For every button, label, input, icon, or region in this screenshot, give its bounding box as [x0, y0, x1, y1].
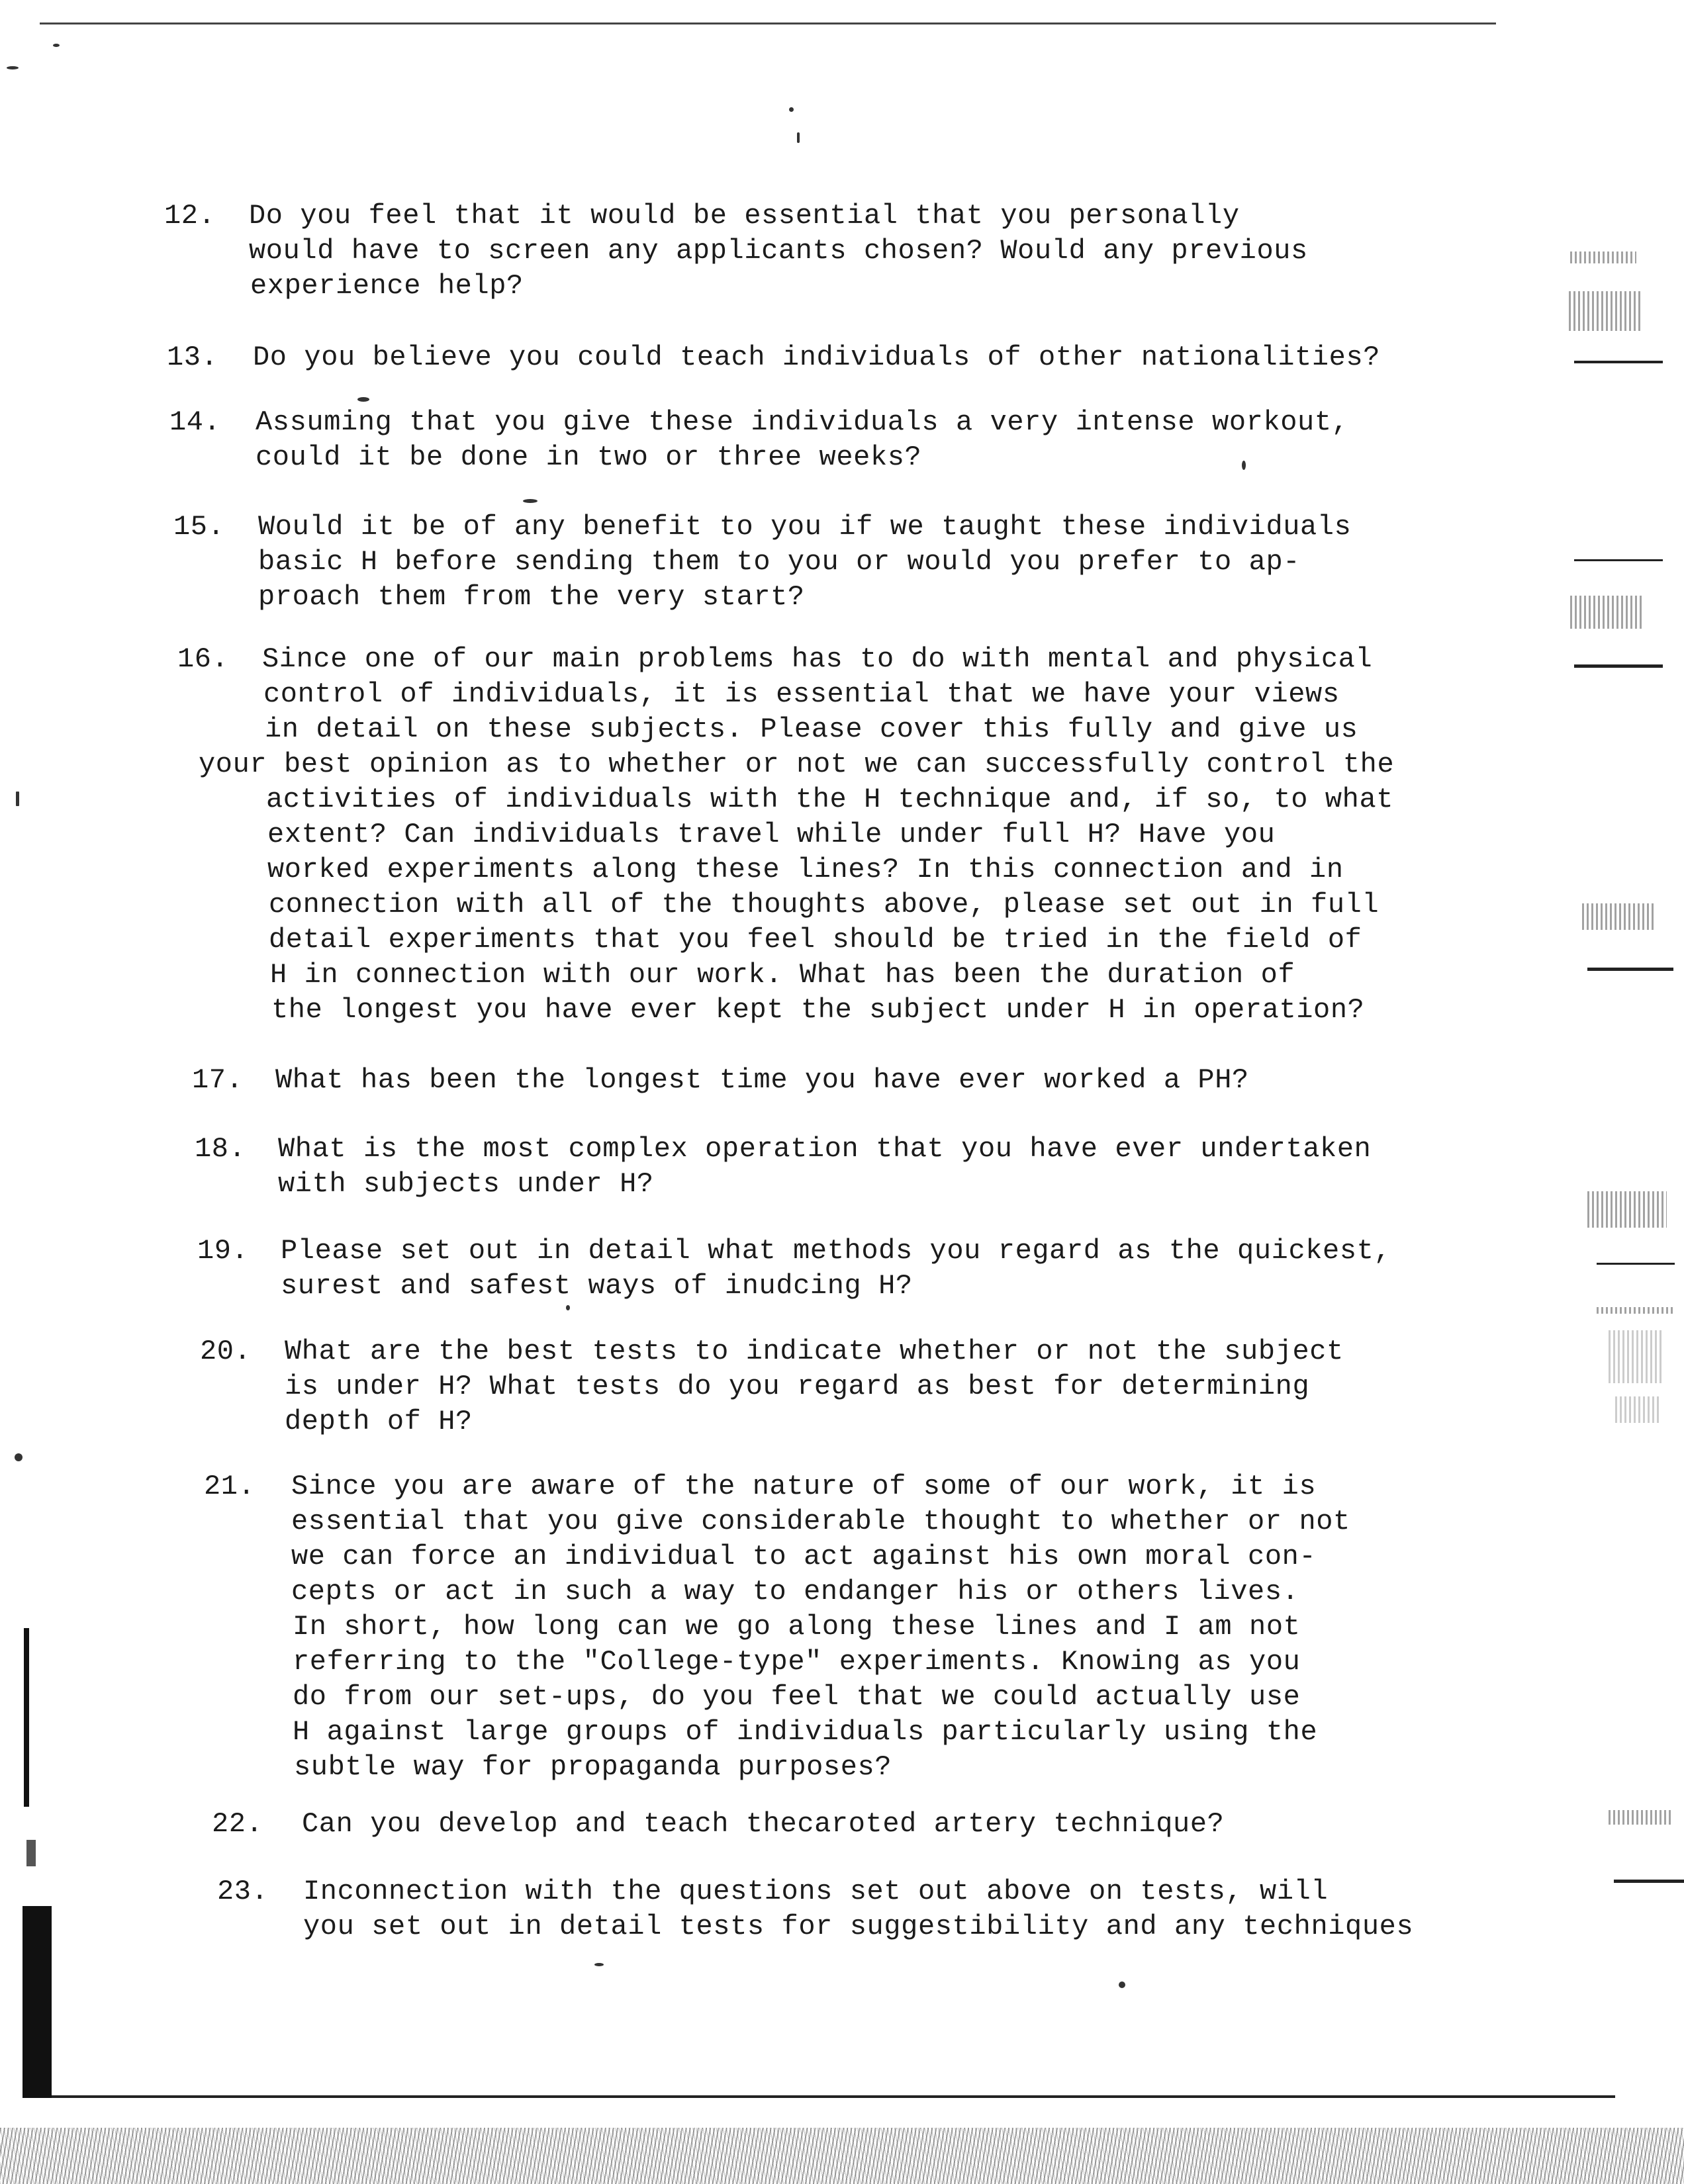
question-line: is under H? What tests do you regard as best for determining	[285, 1371, 1310, 1402]
question-number: 12.	[164, 200, 216, 232]
margin-smudge-2	[1569, 291, 1642, 331]
question-line: proach them from the very start?	[258, 581, 805, 613]
question-line: worked experiments along these lines? In this connection and in	[267, 854, 1344, 886]
question-line: Can you develop and teach thecaroted artery technique?	[302, 1808, 1225, 1840]
left-edge-block	[23, 1906, 52, 2098]
speck	[797, 132, 800, 143]
margin-line-2	[1574, 559, 1663, 561]
margin-smudge-7	[1609, 1330, 1661, 1383]
question-22	[212, 1807, 1225, 1842]
margin-smudge-3	[1570, 596, 1643, 629]
question-number: 13.	[167, 341, 218, 373]
question-line: the longest you have ever kept the subject under H in operation?	[271, 994, 1365, 1026]
question-19	[197, 1234, 1391, 1304]
question-line: essential that you give considerable thought to whether or not	[291, 1506, 1350, 1537]
margin-smudge-4	[1582, 903, 1655, 930]
question-18	[195, 1132, 1372, 1202]
margin-smudge-6	[1597, 1307, 1675, 1314]
question-16	[177, 642, 1395, 1028]
question-line: we can force an individual to act against his own moral con-	[291, 1541, 1317, 1572]
margin-line-4	[1587, 968, 1673, 971]
question-line: Assuming that you give these individuals a very intense workout,	[256, 406, 1349, 438]
question-number: 19.	[197, 1235, 249, 1267]
question-line: with subjects under H?	[278, 1168, 654, 1200]
question-line: subtle way for propaganda purposes?	[294, 1751, 892, 1783]
question-number: 15.	[173, 511, 225, 543]
margin-smudge-8	[1615, 1396, 1661, 1423]
speck	[523, 499, 538, 503]
question-line: surest and safest ways of inudcing H?	[281, 1270, 913, 1302]
speck	[357, 397, 369, 402]
question-number: 22.	[212, 1808, 263, 1840]
question-23	[217, 1874, 1414, 1944]
speck	[566, 1305, 570, 1310]
question-line: Since one of our main problems has to do with mental and physical	[262, 643, 1373, 675]
speck	[16, 792, 19, 806]
speck	[53, 44, 60, 47]
left-edge-mark	[26, 1840, 36, 1866]
question-line: What has been the longest time you have ever worked a PH?	[275, 1064, 1249, 1096]
question-number: 23.	[217, 1876, 269, 1907]
speck	[789, 107, 794, 112]
question-line: Would it be of any benefit to you if we taught these individuals	[258, 511, 1352, 543]
question-17	[192, 1063, 1249, 1098]
question-number: 14.	[169, 406, 221, 438]
speck	[15, 1453, 23, 1461]
question-line: activities of individuals with the H technique and, if so, to what	[266, 784, 1394, 815]
bottom-rule	[26, 2095, 1615, 2098]
question-line: basic H before sending them to you or would you prefer to ap-	[258, 546, 1301, 578]
question-line: in detail on these subjects. Please cover this fully and give us	[265, 713, 1358, 745]
question-line: What is the most complex operation that you have ever undertaken	[278, 1133, 1372, 1165]
question-number: 18.	[195, 1133, 246, 1165]
question-line: H against large groups of individuals particularly using the	[293, 1716, 1318, 1748]
question-line: Please set out in detail what methods you regard as the quickest,	[281, 1235, 1391, 1267]
question-number: 20.	[200, 1336, 252, 1367]
speck	[7, 66, 19, 69]
question-line: In short, how long can we go along these lines and I am not	[293, 1611, 1301, 1643]
question-line: would have to screen any applicants chosen? Would any previous	[249, 235, 1308, 267]
question-line: Inconnection with the questions set out above on tests, will	[303, 1876, 1329, 1907]
question-14	[169, 405, 1349, 475]
question-line: control of individuals, it is essential that we have your views	[263, 678, 1340, 710]
scan-noise-bottom	[0, 2128, 1684, 2184]
margin-line-5	[1597, 1263, 1675, 1265]
question-line: your best opinion as to whether or not we can successfully control the	[199, 749, 1395, 780]
question-line: extent? Can individuals travel while under full H? Have you	[267, 819, 1276, 850]
question-line: Do you feel that it would be essential that you personally	[249, 200, 1240, 232]
question-line: H in connection with our work. What has been the duration of	[270, 959, 1295, 991]
question-line: Do you believe you could teach individuals of other nationalities?	[253, 341, 1381, 373]
question-line: you set out in detail tests for suggestibility and any techniques	[303, 1911, 1414, 1942]
question-21	[204, 1469, 1350, 1785]
question-line: could it be done in two or three weeks?	[256, 441, 922, 473]
question-12	[164, 199, 1308, 304]
margin-smudge-9	[1609, 1810, 1671, 1825]
question-line: depth of H?	[285, 1406, 473, 1437]
question-number: 16.	[177, 643, 229, 675]
speck	[594, 1963, 604, 1966]
question-line: Since you are aware of the nature of some of our work, it is	[291, 1471, 1317, 1502]
question-line: detail experiments that you feel should be tried in the field of	[269, 924, 1362, 956]
speck	[1119, 1981, 1125, 1988]
margin-line-3	[1574, 664, 1663, 668]
question-20	[200, 1334, 1344, 1439]
question-line: cepts or act in such a way to endanger his or others lives.	[291, 1576, 1299, 1608]
question-line: connection with all of the thoughts above, please set out in full	[269, 889, 1380, 921]
question-line: referring to the "College-type" experiments. Knowing as you	[293, 1646, 1301, 1678]
question-number: 21.	[204, 1471, 256, 1502]
question-line: What are the best tests to indicate whether or not the subject	[285, 1336, 1344, 1367]
question-15	[173, 510, 1352, 615]
left-edge-bar	[24, 1628, 29, 1807]
top-rule	[40, 23, 1496, 24]
question-line: do from our set-ups, do you feel that we could actually use	[293, 1681, 1301, 1713]
margin-smudge-5	[1587, 1191, 1667, 1228]
margin-smudge-1	[1570, 251, 1636, 263]
margin-line-1	[1574, 361, 1663, 363]
margin-line-6	[1614, 1880, 1684, 1883]
question-number: 17.	[192, 1064, 244, 1096]
question-line: experience help?	[250, 270, 524, 302]
question-13	[167, 340, 1381, 375]
